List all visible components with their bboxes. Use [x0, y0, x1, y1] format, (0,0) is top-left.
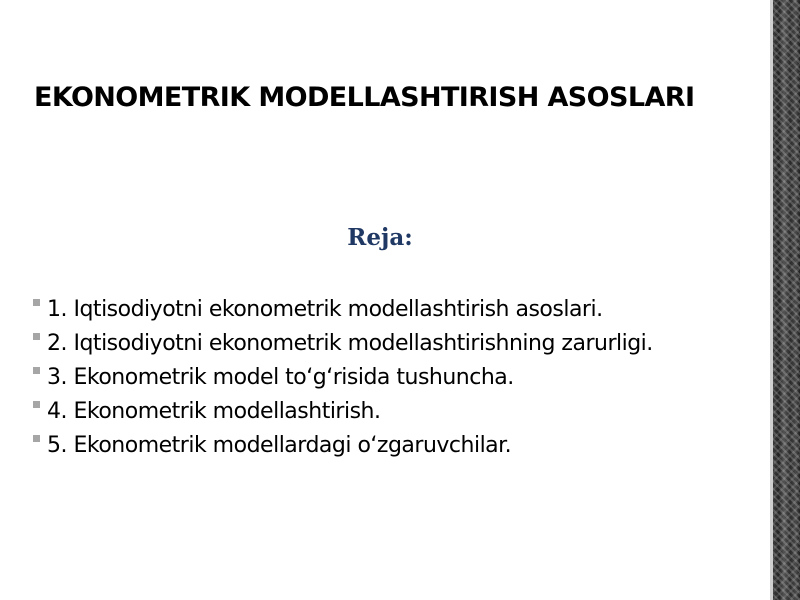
square-bullet-icon: [33, 299, 40, 306]
list-item: [30, 296, 750, 324]
list-item-text: 5. Ekonometrik modellardagi o‘zgaruvchilar.: [47, 433, 512, 458]
plan-list: [30, 296, 750, 466]
list-item: [30, 364, 750, 392]
list-item-text: 2. Iqtisodiyotni ekonometrik modellashtirishning zarurligi.: [47, 331, 653, 356]
list-item: [30, 398, 750, 426]
square-bullet-icon: [33, 333, 40, 340]
slide-subtitle: Reja:: [347, 224, 413, 251]
list-item-text: 1. Iqtisodiyotni ekonometrik modellashtirish asoslari.: [47, 297, 603, 322]
decorative-side-border: [770, 0, 800, 600]
list-item: [30, 330, 750, 358]
square-bullet-icon: [33, 367, 40, 374]
square-bullet-icon: [33, 435, 40, 442]
slide-title: EKONOMETRIK MODELLASHTIRISH ASOSLARI: [34, 82, 695, 113]
list-item-text: 3. Ekonometrik model to‘g‘risida tushuncha.: [47, 365, 514, 390]
list-item-text: 4. Ekonometrik modellashtirish.: [47, 399, 381, 424]
square-bullet-icon: [33, 401, 40, 408]
list-item: [30, 432, 750, 460]
